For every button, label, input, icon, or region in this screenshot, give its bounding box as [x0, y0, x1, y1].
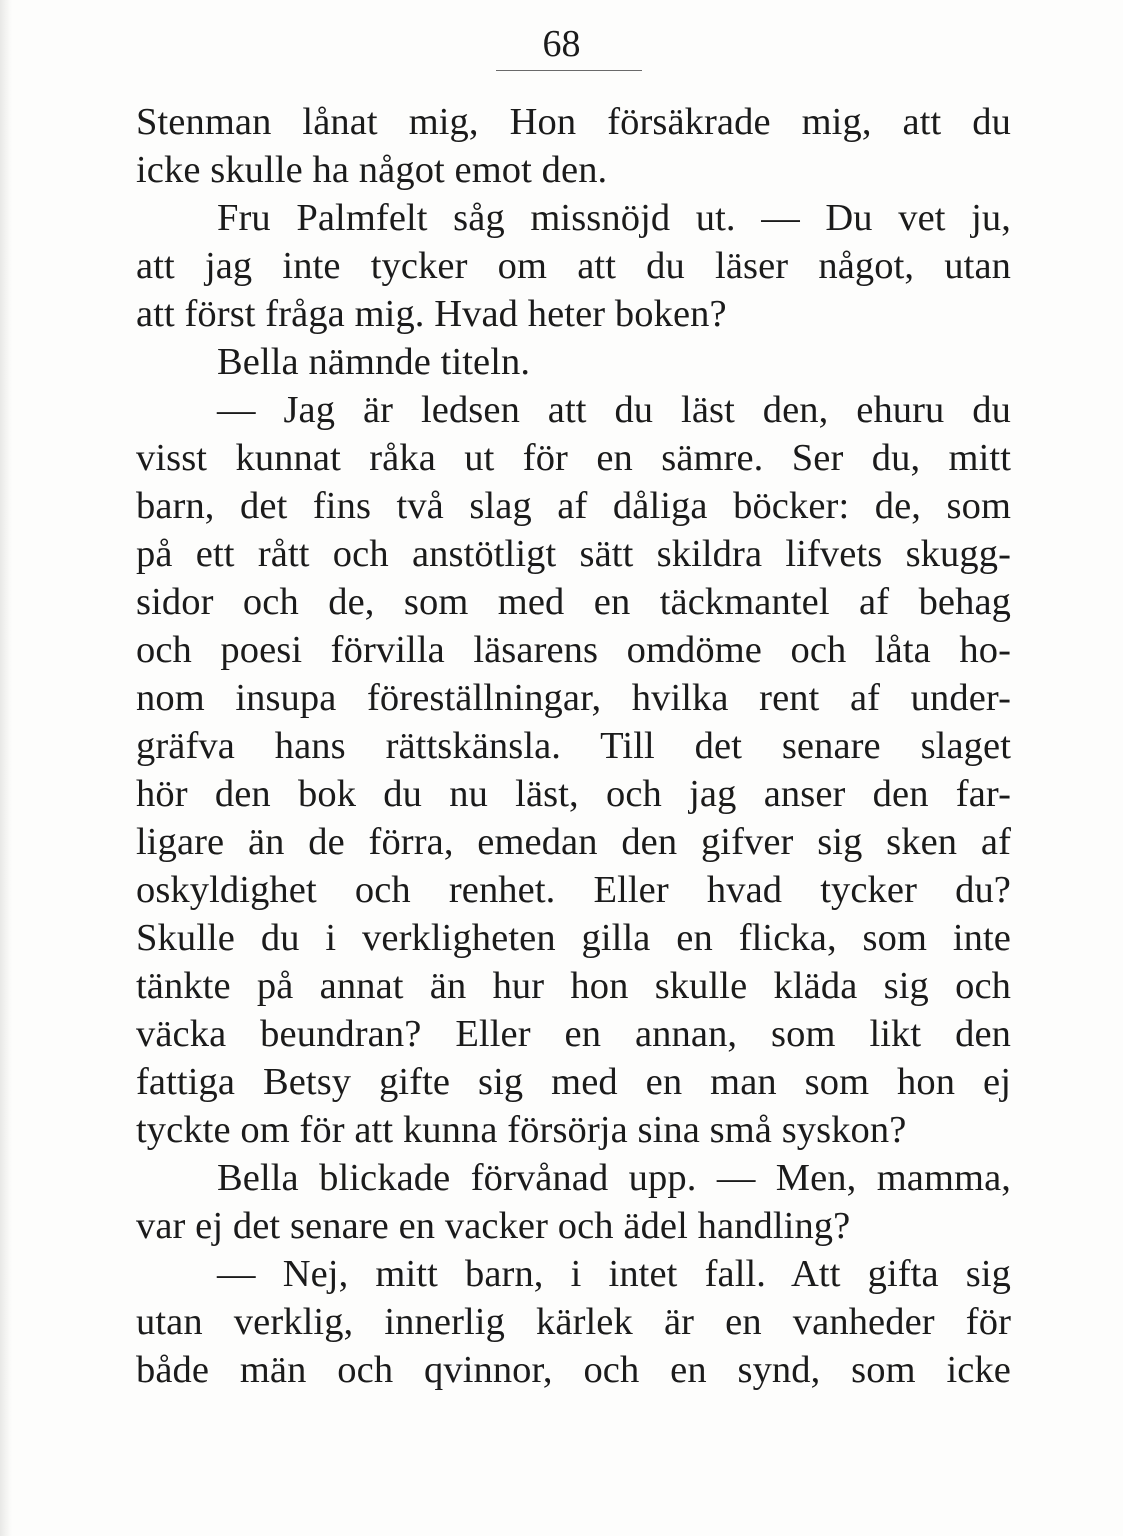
text-line: oskyldighet och renhet. Eller hvad tycker du?	[136, 869, 1011, 911]
text-line: — Jag är ledsen att du läst den, ehuru du	[217, 389, 1011, 431]
text-line: fattiga Betsy gifte sig med en man som hon ej	[136, 1061, 1011, 1103]
text-line: — Nej, mitt barn, i intet fall. Att gifta sig	[217, 1253, 1011, 1295]
text-line: ligare än de förra, emedan den gifver sig sken af	[136, 821, 1011, 863]
text-line: Bella nämnde titeln.	[217, 341, 531, 383]
text-line: sidor och de, som med en täckmantel af behag	[136, 581, 1011, 623]
text-line: var ej det senare en vacker och ädel handling?	[136, 1205, 851, 1247]
text-line: att jag inte tycker om att du läser något, utan	[136, 245, 1011, 287]
text-line: utan verklig, innerlig kärlek är en vanheder för	[136, 1301, 1011, 1343]
text-line: tänkte på annat än hur hon skulle kläda sig och	[136, 965, 1011, 1007]
text-line: Fru Palmfelt såg missnöjd ut. — Du vet ju,	[217, 197, 1011, 239]
text-line: visst kunnat råka ut för en sämre. Ser du, mitt	[136, 437, 1011, 479]
body-text	[136, 98, 1011, 1394]
page-number: 68	[542, 23, 581, 65]
text-line: gräfva hans rättskänsla. Till det senare slaget	[136, 725, 1011, 767]
text-line: Bella blickade förvånad upp. — Men, mamma,	[217, 1157, 1011, 1199]
text-line: Stenman lånat mig, Hon försäkrade mig, att du	[136, 101, 1011, 143]
text-line: och poesi förvilla läsarens omdöme och låta ho-	[136, 629, 1011, 671]
text-line: både män och qvinnor, och en synd, som icke	[136, 1349, 1011, 1391]
text-line: tyckte om för att kunna försörja sina små syskon?	[136, 1109, 907, 1151]
page-edge	[0, 0, 12, 1536]
text-line: nom insupa föreställningar, hvilka rent af under-	[136, 677, 1011, 719]
text-line: hör den bok du nu läst, och jag anser den far-	[136, 773, 1011, 815]
text-line: väcka beundran? Eller en annan, som likt den	[136, 1013, 1011, 1055]
text-line: icke skulle ha något emot den.	[136, 149, 608, 191]
text-line: barn, det fins två slag af dåliga böcker: de, som	[136, 485, 1011, 527]
text-line: på ett rått och anstötligt sätt skildra lifvets skugg-	[136, 533, 1011, 575]
header-rule	[496, 70, 642, 71]
text-line: att först fråga mig. Hvad heter boken?	[136, 293, 727, 335]
text-line: Skulle du i verkligheten gilla en flicka, som inte	[136, 917, 1011, 959]
